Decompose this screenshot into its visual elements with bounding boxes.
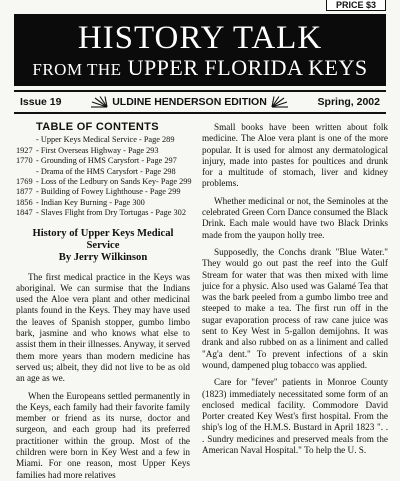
masthead-subtitle [14, 56, 386, 82]
article-body-right [202, 122, 388, 456]
fan-ornament-icon [271, 96, 289, 108]
article-paragraph: The first medical practice in the Keys was aboriginal. We can surmise that the Indians used the Aloe vera plant and other medicinal plants found in the Keys. They may have used the leaves of Spanish stopper, gumbo limbo bark, jasmine and who knows what else to assist them in their illnesses. Anyway, it served them more years than modern medicine has served us; albeit, they did not live to be as old an age as we. [16, 271, 190, 384]
toc-item-text: - Upper Keys Medical Service - Page 289 [36, 135, 175, 145]
toc-item-text: - Slaves Flight from Dry Tortugas - Page 302 [36, 208, 186, 218]
article-heading: History of Upper Keys Medical Service [32, 227, 174, 251]
toc-item [16, 208, 190, 218]
toc-item [16, 135, 190, 145]
toc-item-year: 1856 [16, 197, 33, 207]
toc-item-text: - Loss of the Ledbury on Sands Key- Page 299 [36, 176, 192, 186]
toc-item [16, 198, 190, 208]
toc-item-year: 1877 [16, 187, 33, 197]
fan-ornament-icon [90, 96, 108, 108]
toc-item-text: - Drama of the HMS Carysfort - Page 298 [36, 166, 176, 176]
toc-item [16, 177, 190, 187]
toc-item-text: - First Overseas Highway - Page 293 [36, 145, 159, 155]
toc-item-text: - Indian Key Burning - Page 300 [36, 197, 145, 207]
article-paragraph: Supposedly, the Conchs drank "Blue Water." They would go out past the reef into the Gulf Stream for water that was then mixed with lime juice for a physic. Also used was Galamé Tea that was the bark peeled from a gumbo limbo tree and steeped to make a tea. The first run off in the sugar evaporation process of raw cane juice was sent to Key West in 5-gallon demijohns. It was drank and also rubbed on as a liniment and called "Ag'a dent." To prevent infections of a skin wound, dampened plug tobacco was applied. [202, 246, 388, 370]
masthead [14, 14, 386, 86]
right-column [202, 122, 388, 456]
toc-item [16, 156, 190, 166]
price-box [326, 0, 386, 11]
issue-date: Spring, 2002 [317, 96, 380, 108]
toc-item [16, 167, 190, 177]
toc-list [16, 135, 190, 218]
article-paragraph: Small books have been written about folk medicine. The Aloe vera plant is one of the more popular. It is used for almost any dermatological injury, made into pastes for poultices and drunk for a multitude of stomach, liver and kidney problems. [202, 122, 388, 189]
toc-item-year: 1769 [16, 176, 33, 186]
article-paragraph: When the Europeans settled permanently in the Keys, each family had their favorite family member or friend as its nurse, doctor and surgeon, and each group had its preferred practitioner within the group. Most of the children were born in Key West and a few in Miami. For one reason, most Upper Keys families had more relatives [16, 390, 190, 480]
masthead-region: UPPER FLORIDA KEYS [127, 55, 368, 80]
article-paragraph: Whether medicinal or not, the Seminoles at the celebrated Green Corn Dance consumed the Black Drink. Each male would have two Black Drinks made from the yaupon holly tree. [202, 195, 388, 240]
issue-number: Issue 19 [20, 96, 62, 108]
toc-item-text: - Building of Fowey Lighthouse - Page 299 [36, 187, 181, 197]
toc-item-year: 1847 [16, 208, 33, 218]
masthead-title: HISTORY TALK [77, 20, 323, 56]
toc-item-text: - Grounding of HMS Carysfort - Page 297 [36, 156, 177, 166]
article-paragraph: Care for "fever" patients in Monroe County (1823) immediately necessitated some form of an enclosed medical facility. Commodore David Porter created Key West's first hospital. From the ship's log of the H.M.S. Bustard in April 1823 ". . . Sundry medicines and preserved meals from the American Naval Hospital." To help the U. S. [202, 377, 388, 456]
toc-item-year: 1927 [16, 145, 33, 155]
edition-name: ULDINE HENDERSON EDITION [112, 96, 267, 108]
toc-item [16, 187, 190, 197]
article-title [16, 228, 190, 264]
edition-group [90, 96, 289, 108]
toc-item-year: 1770 [16, 156, 33, 166]
toc-item [16, 146, 190, 156]
article-byline: By Jerry Wilkinson [58, 251, 148, 263]
price-label: PRICE $3 [335, 0, 377, 10]
article-body-left [16, 272, 190, 481]
toc-title: TABLE OF CONTENTS [36, 121, 159, 133]
issue-bar [14, 90, 386, 114]
masthead-from: FROM THE [32, 60, 122, 79]
left-column [16, 121, 192, 480]
